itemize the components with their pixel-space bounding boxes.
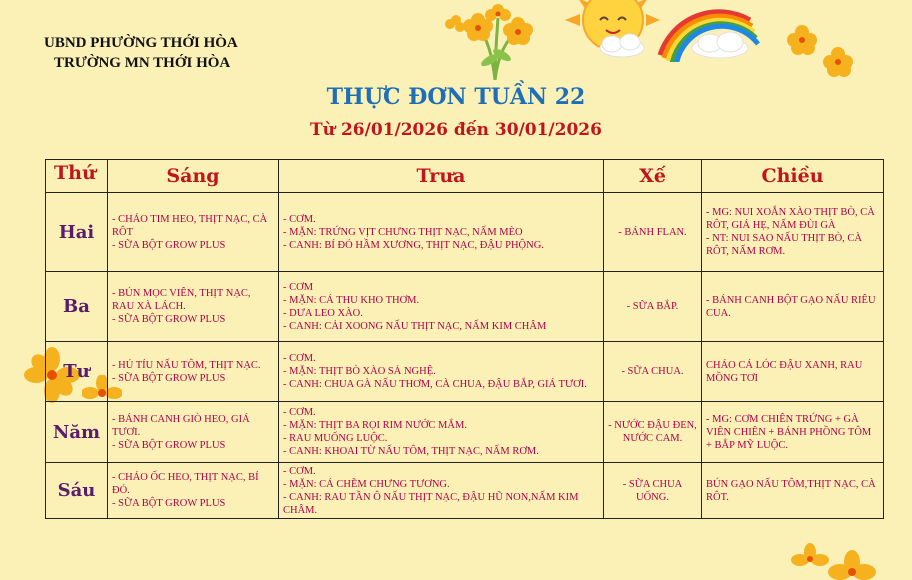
day-label: Hai xyxy=(46,193,108,272)
menu-line: - CƠM xyxy=(283,281,314,293)
menu-line: - SỮA CHUA. xyxy=(621,366,684,377)
lunch-cell xyxy=(279,272,604,342)
menu-line: - SỮA BỘT GROW PLUS xyxy=(112,498,226,509)
lunch-cell xyxy=(279,193,604,272)
menu-line: - MG: NUI XOẮN XÀO THỊT BÒ, CÀ RÔT, GIÁ HẸ, NẤM ĐÙI GÀ xyxy=(706,207,875,231)
snack-cell xyxy=(604,402,702,463)
menu-line: - CANH: CHUA GÀ NẤU THƠM, CÀ CHUA, ĐẬU BẮP, GIÁ TƯƠI. xyxy=(283,379,587,390)
menu-line: - SỮA BẮP. xyxy=(626,301,679,312)
menu-line: - SỮA CHUA UỐNG. xyxy=(622,478,683,503)
column-header-morning: Sáng xyxy=(108,160,279,193)
menu-line: - HỦ TÍU NẤU TÔM, THỊT NẠC. xyxy=(112,359,261,371)
menu-line: - BÚN MỌC VIÊN, THỊT NẠC, RAU XÀ LÁCH. xyxy=(112,288,251,312)
day-label: Năm xyxy=(46,402,108,463)
table-row xyxy=(46,402,884,463)
table-row xyxy=(46,193,884,272)
menu-line: - MẶN: THỊT BÒ XÀO SẢ NGHỆ. xyxy=(283,366,436,377)
afternoon-cell xyxy=(702,342,884,402)
sun-rainbow-icon xyxy=(560,0,790,62)
afternoon-cell xyxy=(702,463,884,519)
column-header-day: Thứ xyxy=(46,160,108,193)
day-label: Sáu xyxy=(46,463,108,519)
menu-line: - CƠM. xyxy=(283,407,316,418)
menu-line: - CHÁO ỐC HEO, THỊT NẠC, BÍ ĐỎ. xyxy=(112,472,259,496)
school-header xyxy=(44,33,238,73)
day-label: Ba xyxy=(46,272,108,342)
lunch-cell xyxy=(279,463,604,519)
menu-line: - SỮA BỘT GROW PLUS xyxy=(112,372,226,384)
menu-line: BÚN GẠO NẤU TÔM,THỊT NẠC, CÀ RÔT. xyxy=(706,478,876,503)
column-header-lunch: Trưa xyxy=(279,160,604,193)
menu-line: - DƯA LEO XÀO. xyxy=(283,307,363,319)
menu-line: - CƠM. xyxy=(283,353,316,364)
menu-line: - BÁNH CANH BỘT GẠO NẤU RIÊU CUA. xyxy=(706,294,876,319)
menu-line: - SỮA BỘT GROW PLUS xyxy=(112,239,226,251)
lunch-cell xyxy=(279,402,604,463)
menu-line: - NƯỚC ĐẬU ĐEN, NƯỚC CAM. xyxy=(608,420,697,444)
menu-line: - RAU MUỐNG LUỘC. xyxy=(283,433,388,444)
menu-line: - SỮA BỘT GROW PLUS xyxy=(112,314,226,325)
morning-cell xyxy=(108,342,279,402)
lunch-cell xyxy=(279,342,604,402)
morning-cell xyxy=(108,463,279,519)
snack-cell xyxy=(604,342,702,402)
afternoon-cell xyxy=(702,193,884,272)
menu-line: - CANH: BÍ ĐỎ HẦM XƯƠNG, THỊT NẠC, ĐẬU PHỘNG. xyxy=(283,239,544,251)
flowers-top-right-icon xyxy=(780,18,870,88)
menu-line: - NT: NUI SAO NẤU THỊT BÒ, CÀ RÔT, NẤM RƠM. xyxy=(706,233,863,257)
flowers-bottom-right-icon xyxy=(790,540,890,580)
column-header-snack: Xế xyxy=(604,160,702,193)
table-row xyxy=(46,463,884,519)
morning-cell xyxy=(108,402,279,463)
snack-cell xyxy=(604,463,702,519)
menu-line: - MẶN: CÁ CHẼM CHƯNG TƯƠNG. xyxy=(283,478,450,490)
afternoon-cell xyxy=(702,402,884,463)
table-row xyxy=(46,342,884,402)
menu-table xyxy=(45,159,884,519)
table-row xyxy=(46,272,884,342)
date-range: Từ 26/01/2026 đến 30/01/2026 xyxy=(310,120,602,140)
menu-line: - BÁNH FLAN. xyxy=(618,226,687,238)
flower-bouquet-icon xyxy=(440,0,550,80)
menu-line: - MẶN: CÁ THU KHO THƠM. xyxy=(283,294,420,306)
snack-cell xyxy=(604,193,702,272)
menu-line: - CANH: KHOAI TỪ NẤU TÔM, THỊT NẠC, NẤM RƠM. xyxy=(283,446,539,457)
menu-line: - CHÁO TIM HEO, THỊT NẠC, CÀ RÔT xyxy=(112,213,268,238)
menu-line: CHÁO CÁ LÓC ĐẬU XANH, RAU MỒNG TƠI xyxy=(706,359,863,384)
snack-cell xyxy=(604,272,702,342)
menu-line: - CANH: RAU TẦN Ô NẤU THỊT NẠC, ĐẬU HŨ NON,NẤM KIM CHÂM. xyxy=(283,491,579,516)
menu-line: - CƠM. xyxy=(283,465,316,477)
day-label: Tư xyxy=(46,342,108,402)
afternoon-cell xyxy=(702,272,884,342)
menu-line: - SỮA BỘT GROW PLUS xyxy=(112,439,226,451)
authority-name: UBND PHƯỜNG THỚI HÒA xyxy=(44,35,238,51)
school-name: TRƯỜNG MN THỚI HÒA xyxy=(54,55,231,71)
table-header-row xyxy=(46,160,884,193)
menu-line: - MG: CƠM CHIÊN TRỨNG + GÀ VIÊN CHIÊN + BÁNH PHỒNG TÔM + BẮP MỸ LUỘC. xyxy=(706,413,872,451)
morning-cell xyxy=(108,193,279,272)
menu-line: - MẶN: THỊT BA RỌI RIM NƯỚC MẮM. xyxy=(283,420,467,431)
menu-line: - MẶN: TRỨNG VỊT CHƯNG THỊT NẠC, NẤM MÈO xyxy=(283,226,523,238)
menu-line: - BÁNH CANH GIÒ HEO, GIÁ TƯƠI. xyxy=(112,413,250,438)
column-header-afternoon: Chiều xyxy=(702,160,884,193)
menu-line: - CƠM. xyxy=(283,213,316,225)
menu-body xyxy=(46,193,884,519)
menu-line: - CANH: CẢI XOONG NẤU THỊT NẠC, NẤM KIM CHÂM xyxy=(283,320,547,332)
page-title: THỰC ĐƠN TUẦN 22 xyxy=(326,84,586,110)
morning-cell xyxy=(108,272,279,342)
